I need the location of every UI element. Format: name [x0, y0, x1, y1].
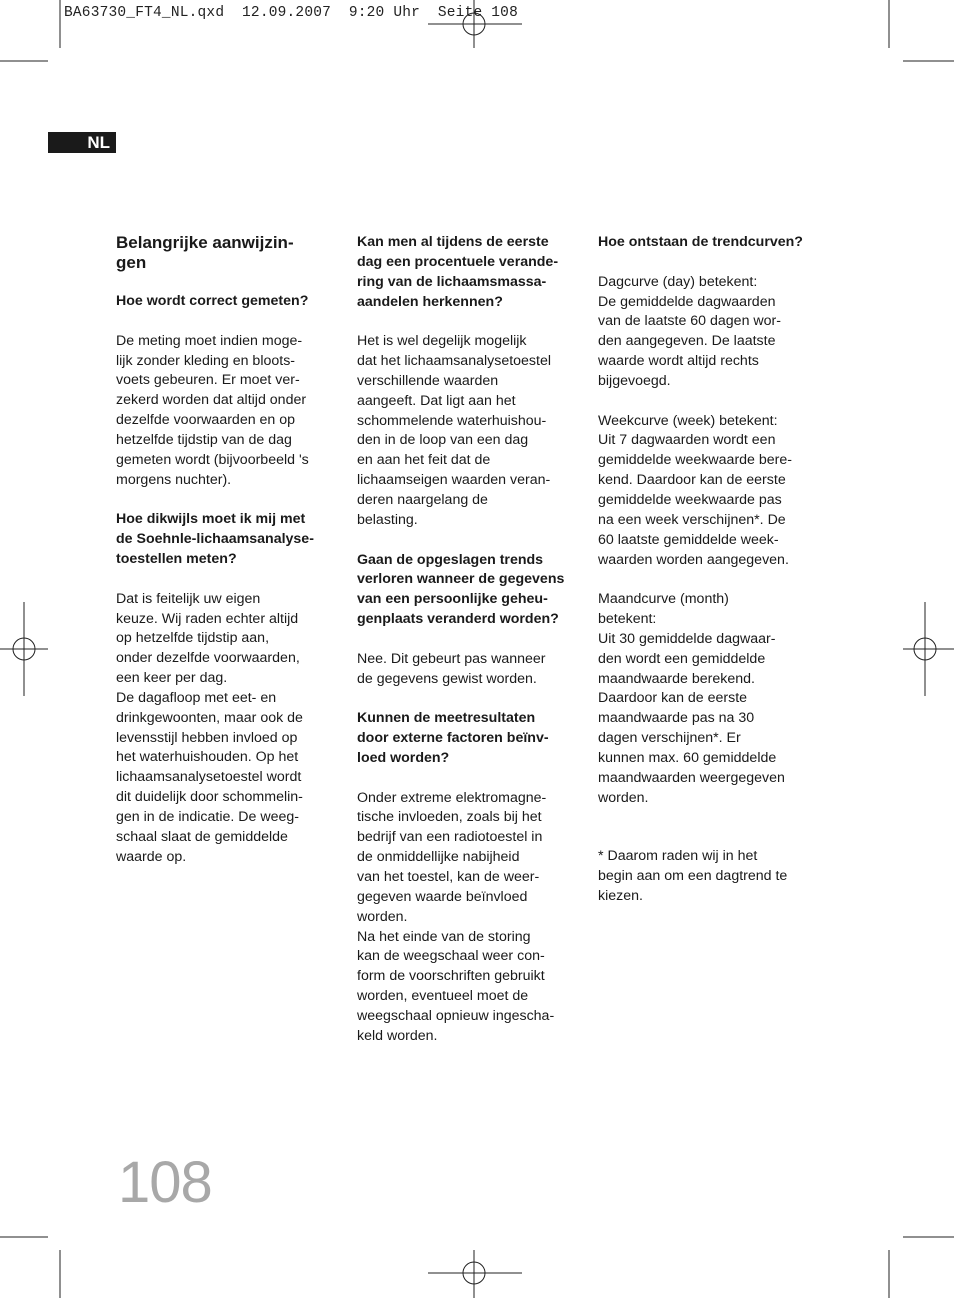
section-heading: Belangrijke aanwijzin- gen — [116, 233, 294, 272]
answer: Nee. Dit gebeurt pas wanneer de gegevens gewist worden. — [357, 650, 546, 687]
question: Kan men al tijdens de eerste dag een procentuele verande- ring van de lichaamsmassa- aandelen herkennen? — [357, 234, 559, 310]
answer: Maandcurve (month) betekent: Uit 30 gemiddelde dagwaar- den wordt een gemiddelde maandwaarde berekend. Daardoor kan de eerste maandwaarde pas na 30 dagen verschijnen*. Er kunnen max. 60 gemiddelde maandwaarden weergegeven worden. — [598, 591, 785, 806]
column-1 — [116, 233, 334, 887]
page-number: 108 — [118, 1150, 212, 1215]
question: Gaan de opgeslagen trends verloren wanneer de gegevens van een persoonlijke geheu- genplaats veranderd worden? — [357, 551, 565, 628]
file-slug: BA63730_FT4_NL.qxd 12.09.2007 9:20 Uhr Seite 108 — [64, 5, 518, 21]
answer: Het is wel degelijk mogelijk dat het lichaamsanalysetoestel verschillende waarden aangeeft. Dat ligt aan het schommelende waterhuishou- den in de loop van een dag en aan het feit dat de lichaamseigen waarden veran- deren naargelang de belasting. — [357, 333, 552, 528]
language-tab: NL — [48, 132, 116, 153]
column-3 — [598, 233, 816, 927]
footnote: * Daarom raden wij in het begin aan om een dagtrend te kiezen. — [598, 848, 788, 905]
question: Kunnen de meetresultaten door externe factoren beïnv- loed worden? — [357, 710, 549, 766]
answer: Dagcurve (day) betekent: De gemiddelde dagwaarden van de laatste 60 dagen wor- den aangegeven. De laatste waarde wordt altijd rechts bijgevoegd. — [598, 273, 781, 389]
answer: De meting moet indien moge- lijk zonder kleding en bloots- voets gebeuren. Er moet ver- zekerd worden dat altijd onder dezelfde voorwaarden en op hetzelfde tijdstip van de dag gemeten wordt (bijvoorbeeld 's morgens nuchter). — [116, 332, 309, 488]
answer: Dat is feitelijk uw eigen keuze. Wij raden echter altijd op hetzelfde tijdstip aan, onder dezelfde voorwaarden, een keer per dag. De dagafloop met eet- en drinkgewoonten, maar ook de levensstijl hebben invloed op het waterhuishouden. Op het lichaamsanalysetoestel wordt dit duidelijk door schommelin- gen in de indicatie. De weeg- schaal slaat de gemiddelde waarde op. — [116, 590, 303, 865]
column-2 — [357, 233, 575, 1066]
answer: Onder extreme elektromagne- tische invloeden, zoals bij het bedrijf van een radiotoestel in de onmiddellijke nabijheid van het toestel, kan de weer- gegeven waarde beïnvloed worden. Na het einde van de storing kan de weegschaal weer con- form de voorschriften gebruikt worden, eventueel moet de weegschaal opnieuw ingescha- keld worden. — [357, 789, 555, 1044]
question: Hoe ontstaan de trendcurven? — [598, 234, 803, 250]
answer: Weekcurve (week) betekent: Uit 7 dagwaarden wordt een gemiddelde weekwaarde bere- kend. Daardoor kan de eerste gemiddelde weekwaarde pas na een week verschijnen*. De 60 laatste gemiddelde week- waarden worden aangegeven. — [598, 412, 793, 568]
question: Hoe wordt correct gemeten? — [116, 293, 309, 309]
question: Hoe dikwijls moet ik mij met de Soehnle-lichaamsanalyse- toestellen meten? — [116, 511, 314, 567]
